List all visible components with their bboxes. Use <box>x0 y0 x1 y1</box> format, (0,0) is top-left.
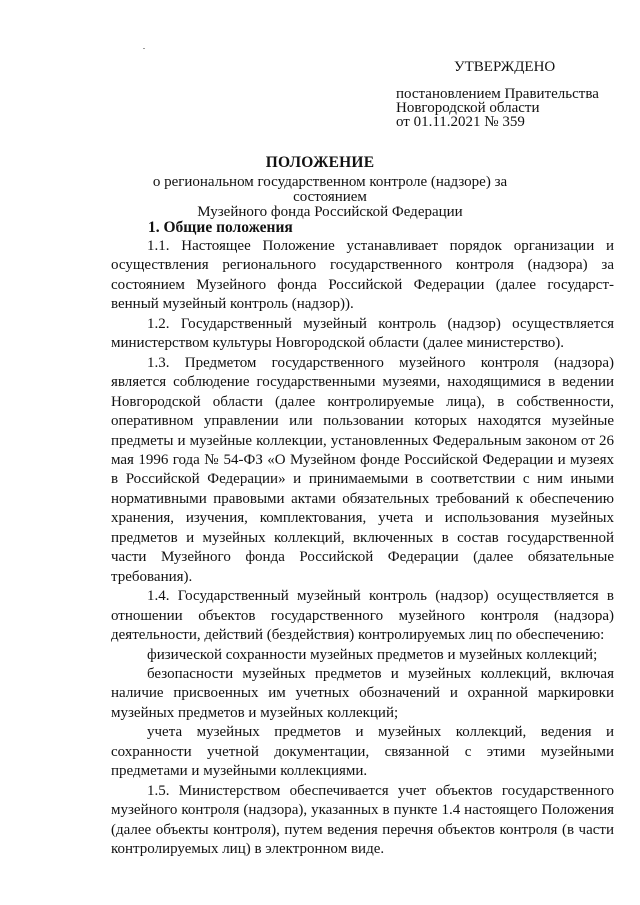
paragraph-1-2: 1.2. Государственный музейный контроль (надзор) осуществляется министерством культуры Новгородской области (далее министерство). <box>111 315 614 352</box>
approval-block <box>396 60 626 129</box>
scan-mark <box>143 48 145 49</box>
document-body <box>111 237 614 860</box>
section-heading: 1. Общие положения <box>148 219 293 236</box>
paragraph-1-3: 1.3. Предметом государственного музейного контроля (надзора) является соблюдение государственными музеями, находящимися в ведении Новгородской области (далее контролируемые лица), в собственности, оперативном управлении или пользовании которых находятся музейные предметы и музейные коллекции, установленных Федеральным законом от 26 мая 1996 года № 54-ФЗ «О Музейном фонде Российской Федерации и музеях в Российской Федерации» и принимаемыми в соответствии с ним иными нормативными правовыми актами обязательных требований к обеспечению хранения, изучения, комплектования, учета и использования музейных предметов и музейных коллекций, включенных в состав государственной части Музейного фонда Российской Федерации (далее обязательные требования). <box>111 354 614 585</box>
approval-line: от 01.11.2021 № 359 <box>396 114 525 130</box>
paragraph-1-5: 1.5. Министерством обеспечивается учет объектов государственного музейного контроля (надзора), указанных в пункте 1.4 настоящего Положения (далее объекты контроля), путем ведения перечня объектов контроля (в части контролируемых лиц) в электронном виде. <box>111 782 614 858</box>
subtitle-line: о региональном государственном контроле (надзоре) за состоянием <box>152 174 508 205</box>
list-item: учета музейных предметов и музейных коллекций, ведения и сохранности учетной документации, связанной с этими музейными предметами и музейными коллекциями. <box>111 724 614 780</box>
paragraph-1-4: 1.4. Государственный музейный контроль (надзор) осуществляется в отношении объектов государственного музейного контроля (надзора) деятельности, действий (бездействия) контролируемых лиц по обеспечению: <box>111 588 614 644</box>
approval-line: Новгородской области <box>396 100 540 116</box>
subtitle-line: Музейного фонда Российской Федерации <box>197 204 463 220</box>
paragraph-1-1: 1.1. Настоящее Положение устанавливает порядок организации и осуществления регионального государственного контроля (надзора) за состоянием Музейного фонда Российской Федерации (далее государст-венный музейный контроль (надзор)). <box>111 238 614 313</box>
document-subtitle <box>120 175 540 220</box>
list-item: безопасности музейных предметов и музейных коллекций, включая наличие присвоенных им учетных обозначений и охранной маркировки музейных предметов и музейных коллекций; <box>111 665 614 721</box>
approval-line: постановлением Правительства <box>396 86 599 102</box>
list-item: физической сохранности музейных предметов и музейных коллекций; <box>147 646 598 663</box>
approval-stamp: УТВЕРЖДЕНО <box>454 59 556 75</box>
document-title: ПОЛОЖЕНИЕ <box>265 154 375 171</box>
